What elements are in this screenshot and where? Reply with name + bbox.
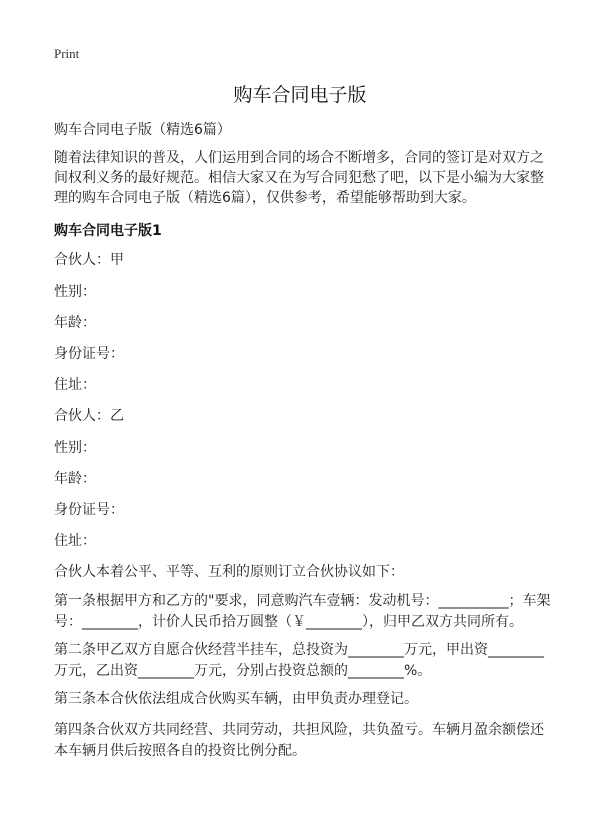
clause-1: 第一条根据甲方和乙方的"要求，同意购汽车壹辆：发动机号：__________；车架号：________，计价人民币拾万圆整（￥________），归甲乙双方共同所有。 [54, 593, 551, 630]
party-a-id-number: 身份证号： [54, 346, 124, 362]
party-a-gender: 性别： [54, 284, 96, 300]
section-heading: 购车合同电子版1 [54, 223, 162, 239]
print-label: Print [54, 46, 80, 61]
agreement-intro: 合伙人本着公平、平等、互利的原则订立合伙协议如下： [54, 564, 404, 580]
clause-2: 第二条甲乙双方自愿合伙经营半挂车，总投资为________万元，甲出资________万元，乙出资________万元，分别占投资总额的________%。 [54, 642, 544, 679]
page-title: 购车合同电子版 [233, 84, 367, 106]
party-b-age: 年龄： [54, 471, 96, 487]
party-b-label: 合伙人：乙 [54, 408, 124, 424]
intro-paragraph: 随着法律知识的普及，人们运用到合同的场合不断增多，合同的签订是对双方之间权利义务的最好规范。相信大家又在为写合同犯愁了吧，以下是小编为大家整理的购车合同电子版（精选6篇），仅供参考，希望能够帮助到大家。 [54, 150, 544, 206]
party-b-id-number: 身份证号： [54, 502, 124, 518]
clause-4: 第四条合伙双方共同经营、共同劳动，共担风险，共负盈亏。车辆月盈余额偿还本车辆月供后按照各自的投资比例分配。 [54, 722, 544, 759]
document-subtitle: 购车合同电子版（精选6篇） [54, 122, 231, 138]
clause-3: 第三条本合伙依法组成合伙购买车辆，由甲负责办理登记。 [54, 691, 418, 707]
party-b-gender: 性别： [54, 440, 96, 456]
party-b-address: 住址： [54, 533, 96, 549]
party-a-age: 年龄： [54, 315, 96, 331]
party-a-address: 住址： [54, 377, 96, 393]
party-a-label: 合伙人：甲 [54, 252, 124, 268]
